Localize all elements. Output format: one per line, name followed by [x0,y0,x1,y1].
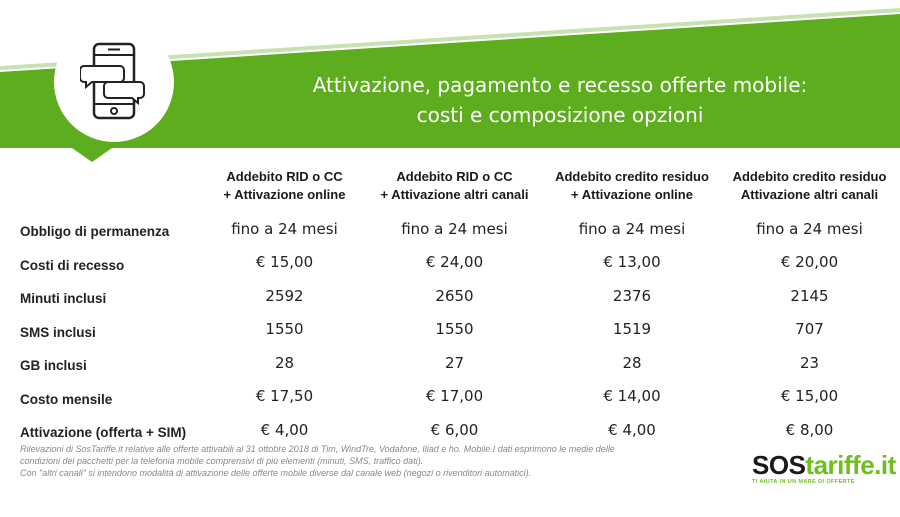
column-header [537,168,727,212]
table-row [12,279,892,313]
table-cell: 707 [795,320,824,339]
column-header-line1: Addebito credito residuo [732,169,887,184]
table-cell: € 4,00 [260,420,309,439]
page-title [290,70,830,130]
column-header-line1: Addebito RID o CC [396,169,513,184]
table-row [12,212,892,246]
logo-sos-text: SOS [752,450,806,480]
table-cell: € 8,00 [785,420,834,439]
table-header-row [12,168,892,212]
table-cell: 23 [799,353,820,372]
column-header [727,168,892,212]
table-row [12,346,892,380]
row-label: SMS inclusi [20,324,96,340]
footnote-line: Rilevazioni di SosTariffe.it relative alle offerte attivabili al 31 ottobre 2018 di Tim, WindTre, Vodafone, Iliad e ho. Mobile.I dati esprimono le medie delle [20,444,615,454]
table-cell: 1550 [435,320,474,339]
table-cell: € 20,00 [780,253,839,272]
column-header [372,168,537,212]
table-row [12,246,892,280]
table-cell: 2592 [265,286,304,305]
column-header-line2: Attivazione altri canali [740,187,879,202]
table-cell: € 4,00 [608,420,656,439]
table-cell: 1519 [612,320,652,339]
table-cell: € 17,50 [255,387,314,406]
table-cell: fino a 24 mesi [231,219,338,238]
row-label: Obbligo di permanenza [20,224,170,240]
column-header [197,168,372,212]
logo-tagline: TI AIUTA IN UN MARE DI OFFERTE [752,479,855,485]
table-cell: 1550 [265,320,304,339]
row-label: Costi di recesso [20,257,125,273]
corner-cell [12,168,197,212]
table-cell: € 15,00 [255,253,314,272]
table-cell: fino a 24 mesi [756,219,863,238]
sostariffe-logo [752,450,896,490]
footnote-line: Con "altri canali" si intendono modalità di attivazione delle offerte mobile diverse dal canale web (negozi o rivenditori automatici). [20,468,532,478]
table-cell: 2650 [435,286,474,305]
column-header-line2: + Attivazione online [571,187,693,202]
logo-tariffe-text: tariffe.it [805,450,896,480]
column-header-line2: + Attivazione online [223,187,346,202]
row-label: Costo mensile [20,391,113,407]
column-header-line1: Addebito credito residuo [555,169,709,184]
table-cell: € 17,00 [425,387,484,406]
table-cell: € 14,00 [603,387,661,406]
table-cell: fino a 24 mesi [578,219,686,238]
comparison-table [12,168,892,447]
table-cell: 2145 [790,286,829,305]
table-cell: € 24,00 [425,253,484,272]
table-cell: € 6,00 [430,420,479,439]
row-label: Minuti inclusi [20,291,107,307]
table-cell: € 15,00 [780,387,839,406]
footnote [20,443,720,479]
table-cell: € 13,00 [603,253,661,272]
table-cell: fino a 24 mesi [401,219,508,238]
table-cell: 2376 [612,286,652,305]
row-label: GB inclusi [20,358,87,374]
page-title-line1: Attivazione, pagamento e recesso offerte mobile: [312,73,808,97]
table-row [12,313,892,347]
column-header-line2: + Attivazione altri canali [380,187,529,202]
table-row [12,413,892,447]
page-title-line2: costi e composizione opzioni [416,103,704,127]
column-header-line1: Addebito RID o CC [226,169,343,184]
table-cell: 28 [274,353,295,372]
header-banner [0,0,900,165]
row-label: Attivazione (offerta + SIM) [20,425,187,441]
table-cell: 27 [444,353,465,372]
phone-badge [54,22,174,142]
logo-wordmark [752,450,896,481]
table-cell: 28 [622,353,642,372]
footnote-line: condizioni dei pacchetti per la telefonia mobile comprensivi di più elementi (minuti, SMS, traffico dati). [20,456,424,466]
table-row [12,380,892,414]
smartphone-chat-icon [80,42,148,122]
